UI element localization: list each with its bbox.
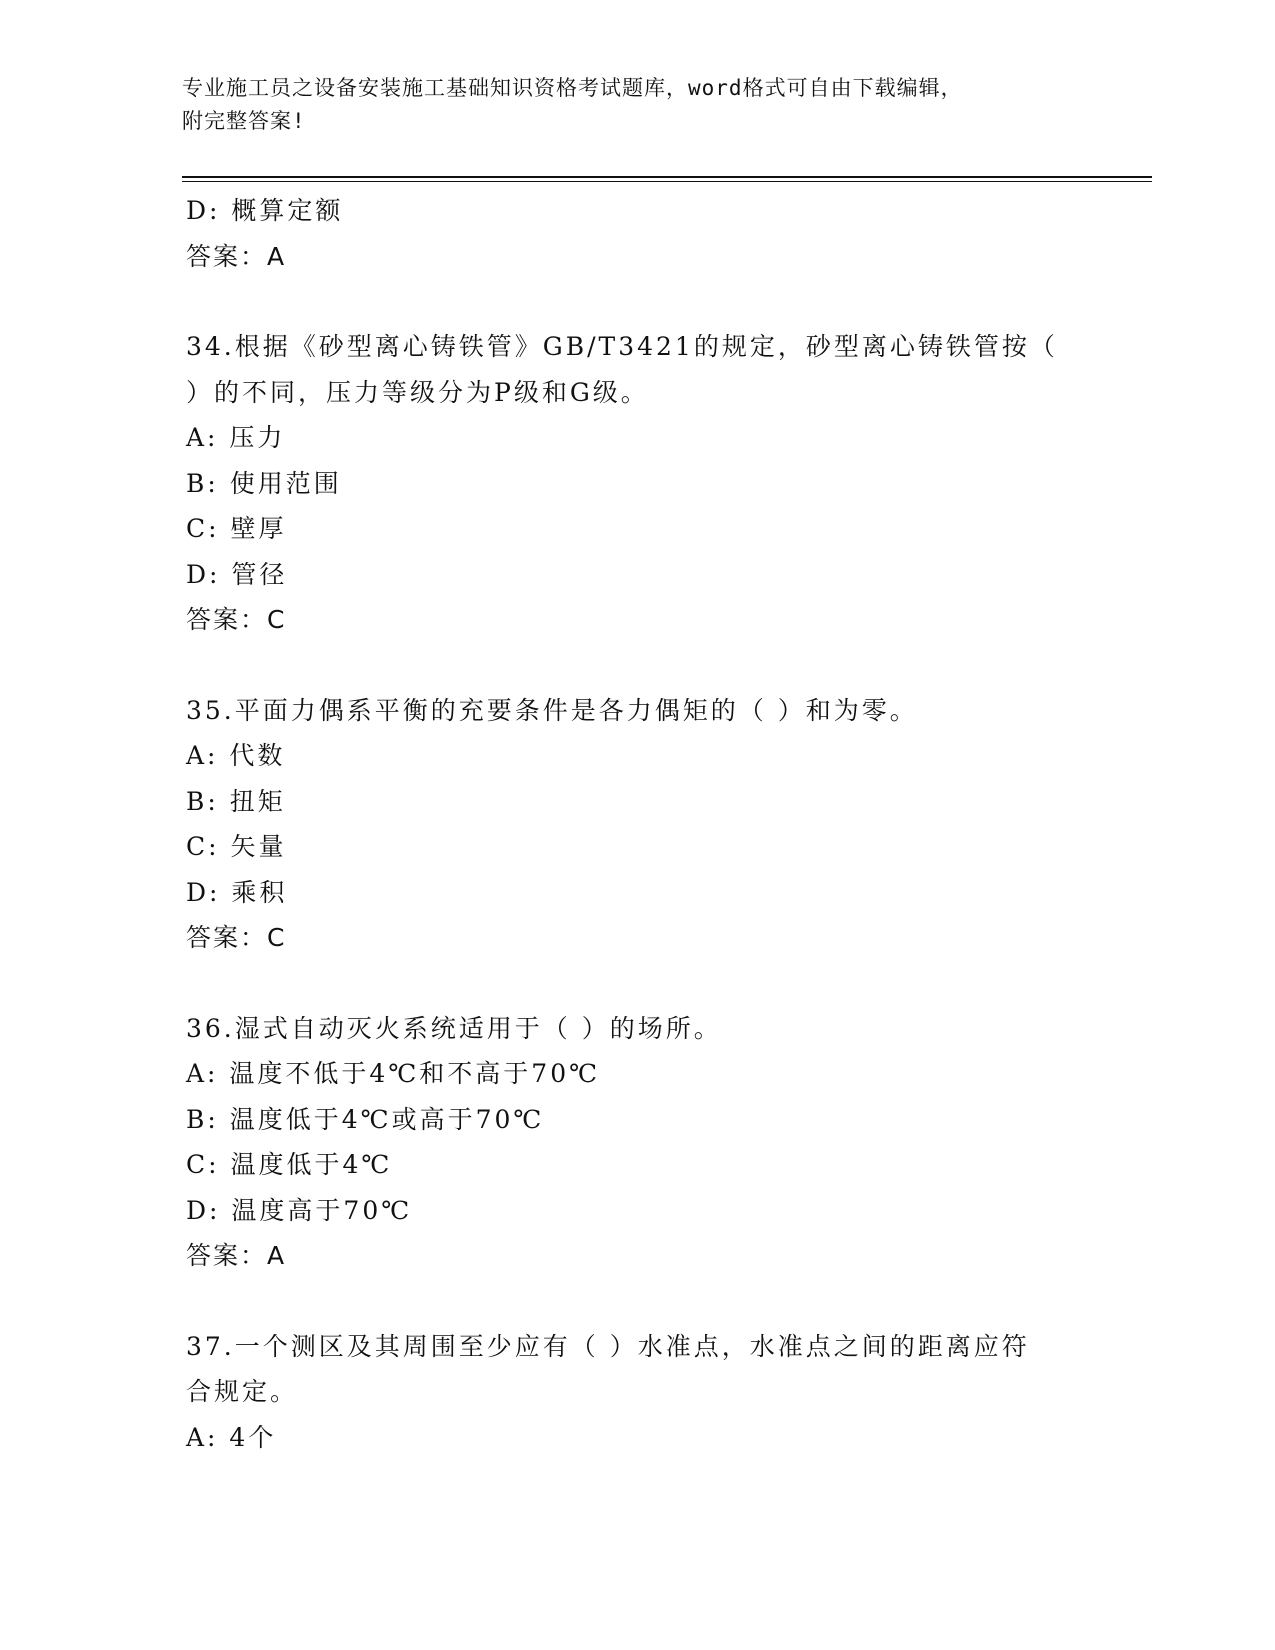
option-b: B: 使用范围 xyxy=(186,468,342,498)
option-a: A: 温度不低于4℃和不高于70℃ xyxy=(186,1059,601,1088)
spacer xyxy=(186,1279,1086,1324)
option-d: D: 乘积 xyxy=(186,877,288,907)
question-37 xyxy=(186,1324,1086,1461)
answer-line: 答案：C xyxy=(186,923,287,952)
option-b: B: 扭矩 xyxy=(186,786,286,816)
option-c: C: 矢量 xyxy=(186,832,287,861)
option-b: B: 温度低于4℃或高于70℃ xyxy=(186,1104,545,1134)
document-header xyxy=(182,72,1062,138)
question-34 xyxy=(186,324,1086,643)
question-stem: 37.一个测区及其周围至少应有（ ）水准点，水准点之间的距离应符 xyxy=(186,1331,1030,1361)
spacer xyxy=(186,961,1086,1006)
option-d: D: 管径 xyxy=(186,559,288,589)
header-divider-thin xyxy=(182,181,1152,182)
option-a: A: 压力 xyxy=(186,423,286,452)
question-stem-continued: ）的不同，压力等级分为P级和G级。 xyxy=(186,377,649,407)
question-list xyxy=(186,188,1086,1460)
option-c: C: 温度低于4℃ xyxy=(186,1150,393,1179)
spacer xyxy=(186,643,1086,688)
answer-line: 答案：C xyxy=(186,605,287,634)
previous-question-tail xyxy=(186,188,1086,279)
option-d: D: 概算定额 xyxy=(186,196,344,225)
option-d: D: 温度高于70℃ xyxy=(186,1195,413,1225)
question-35 xyxy=(186,688,1086,961)
answer-line: 答案：A xyxy=(186,1241,287,1270)
question-stem: 36.湿式自动灭火系统适用于（ ）的场所。 xyxy=(186,1013,722,1043)
option-a: A: 4个 xyxy=(186,1422,277,1452)
header-divider-thick xyxy=(182,176,1152,178)
header-line-1: 专业施工员之设备安装施工基础知识资格考试题库，word格式可自由下载编辑， xyxy=(182,76,963,100)
answer-line: 答案：A xyxy=(186,241,287,271)
header-line-2: 附完整答案! xyxy=(182,109,306,133)
question-36 xyxy=(186,1006,1086,1279)
question-stem: 35.平面力偶系平衡的充要条件是各力偶矩的（ ）和为零。 xyxy=(186,695,918,725)
question-stem-continued: 合规定。 xyxy=(186,1377,299,1406)
question-stem: 34.根据《砂型离心铸铁管》GB/T3421的规定，砂型离心铸铁管按（ xyxy=(186,332,1058,361)
option-c: C: 壁厚 xyxy=(186,514,287,543)
option-a: A: 代数 xyxy=(186,741,286,770)
spacer xyxy=(186,279,1086,324)
